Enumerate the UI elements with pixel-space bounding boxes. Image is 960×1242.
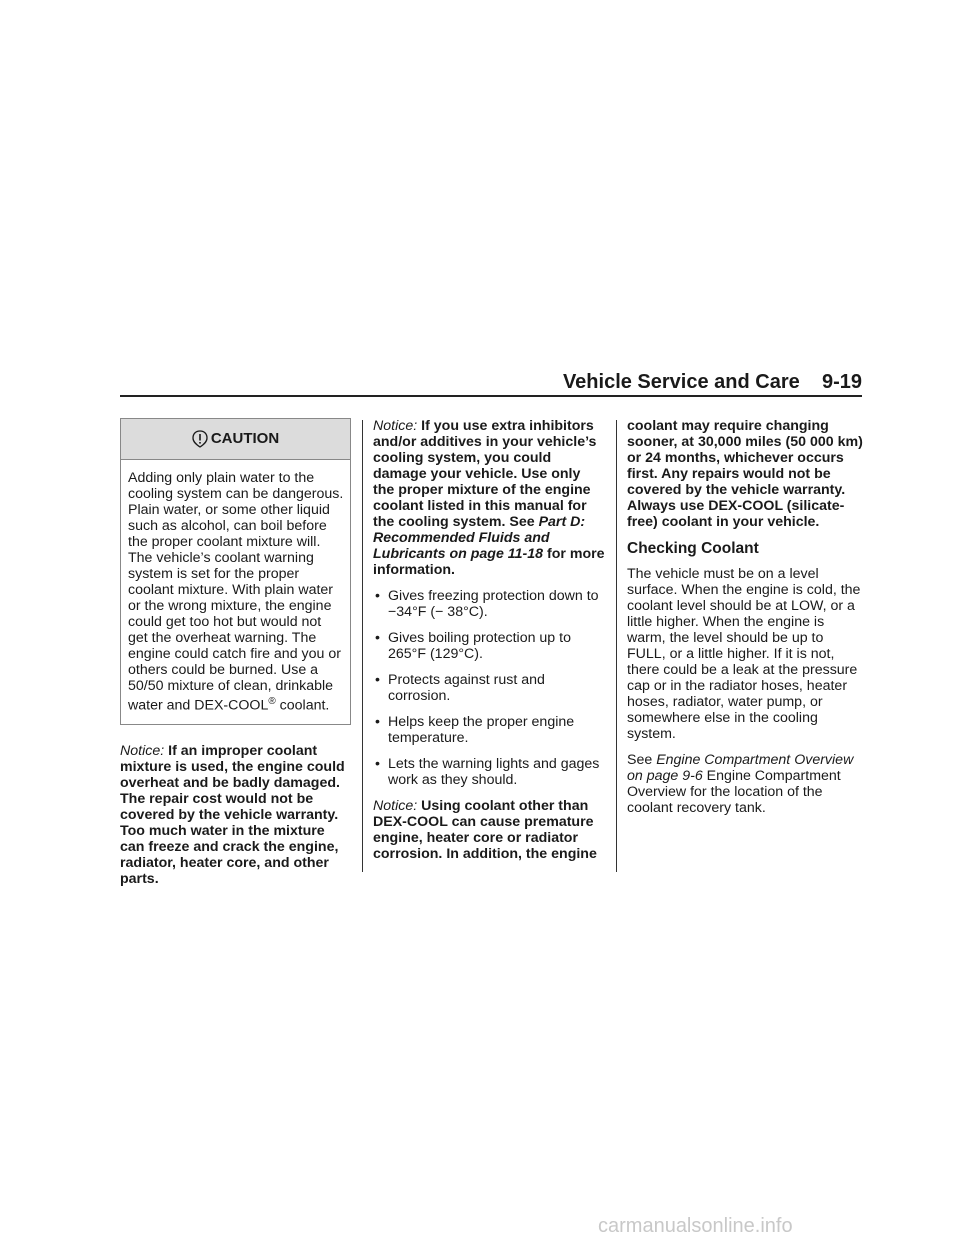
caution-text: Adding only plain water to the cooling system can be dangerous. Plain water, or some other liquid such as alcohol, can boil before the proper coolant mixture will. The vehicle’s coolant warning system is set for the proper coolant mixture. With plain water or the wrong mixture, the engine could get too hot but would not get the overheat warning. The engine could catch fire and you or others could be burned. Use a 50/50 mixture of clean, drinkable water and DEX-COOL xyxy=(128,470,344,714)
notice-lead: Notice: xyxy=(373,798,418,814)
watermark-text: carmanualsonline.info xyxy=(598,1215,793,1237)
notice-text: If an improper coolant mixture is used, the engine could overheat and be badly damaged. The repair cost would not be covered by the vehicle warranty. Too much water in the mixture can freeze and crack the engine, radiator, heater core, and other parts. xyxy=(120,742,345,887)
section-heading-checking-coolant: Checking Coolant xyxy=(627,540,759,557)
column-2 xyxy=(373,418,605,862)
caution-header xyxy=(121,419,350,460)
page-header xyxy=(120,368,862,398)
notice-lead: Notice: xyxy=(120,742,165,759)
column-1 xyxy=(120,418,351,887)
notice-improper-mixture xyxy=(120,743,351,887)
notice-dexcool xyxy=(373,798,605,862)
notice-tail: for more information. xyxy=(373,546,605,578)
header-rule xyxy=(120,395,862,397)
warning-icon xyxy=(192,430,208,448)
caution-title: CAUTION xyxy=(210,430,280,447)
list-item: • Gives freezing protection down to −34°F (− 38°C). xyxy=(373,588,605,620)
see-text: See xyxy=(627,752,657,768)
caution-text-end: coolant. xyxy=(275,697,330,714)
page-header-title: Vehicle Service and Care 9-19 xyxy=(562,371,862,393)
notice-lead: Notice: xyxy=(373,418,418,434)
xref-engine-compartment[interactable]: Engine Compartment Overview on page 9-6 xyxy=(627,752,854,784)
notice-additives xyxy=(373,418,605,578)
paragraph-tail: Engine Compartment Overview for the location of the coolant recovery tank. xyxy=(627,768,841,816)
column-3 xyxy=(627,418,863,816)
column-divider-1 xyxy=(362,420,363,872)
notice-continued: coolant may require changing sooner, at 30,000 miles (50 000 km) or 24 months, whichever occurs first. Any repairs would not be covered by the vehicle warranty. Always use DEX-COOL (silicate-free) coolant in your vehicle. xyxy=(627,418,863,530)
notice-text: Using coolant other than DEX-COOL can cause premature engine, heater core or radiator corrosion. In addition, the engine xyxy=(373,798,597,862)
list-item: • Gives boiling protection up to 265°F (129°C). xyxy=(373,630,605,662)
paragraph-see-engine-compartment xyxy=(627,752,863,816)
list-item: • Protects against rust and corrosion. xyxy=(373,672,605,704)
caution-box xyxy=(120,418,351,725)
registered-mark: ® xyxy=(268,696,276,707)
coolant-benefits-list xyxy=(373,588,605,788)
caution-body xyxy=(121,460,350,724)
list-item: • Lets the warning lights and gages work as they should. xyxy=(373,756,605,788)
list-item: • Helps keep the proper engine temperature. xyxy=(373,714,605,746)
paragraph-checking-coolant: The vehicle must be on a level surface. When the engine is cold, the coolant level should be at LOW, or a little higher. When the engine is warm, the level should be up to FULL, or a little higher. If it is not, there could be a leak at the pressure cap or in the radiator hoses, heater hoses, radiator, water pump, or somewhere else in the cooling system. xyxy=(627,566,861,742)
notice-text: If you use extra inhibitors and/or additives in your vehicle’s cooling system, you could damage your vehicle. Use only the proper mixture of the engine coolant listed in this manual for the cooling system. See xyxy=(373,418,597,530)
column-divider-2 xyxy=(616,420,617,872)
xref-recommended-fluids[interactable]: Part D: Recommended Fluids and Lubricants on page 11-18 xyxy=(373,514,586,562)
